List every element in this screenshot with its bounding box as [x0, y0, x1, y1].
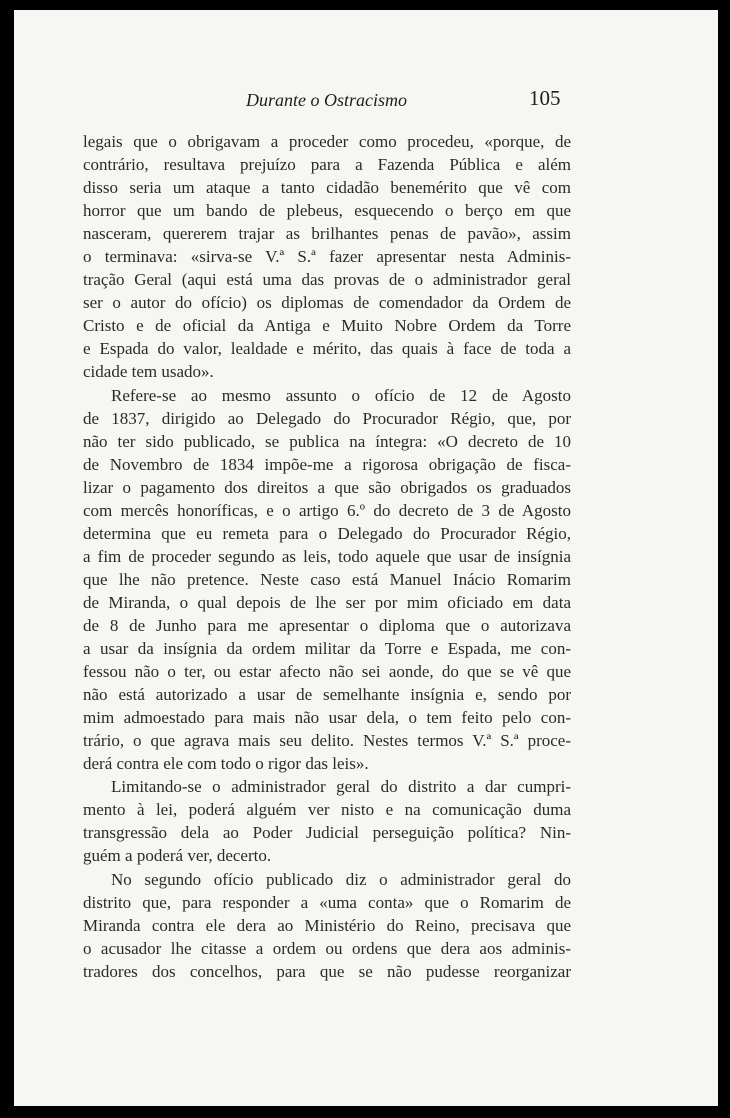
text-line: derá contra ele com todo o rigor das leis». — [83, 754, 369, 774]
book-page — [14, 10, 718, 1106]
text-line: de 8 de Junho para me apresentar o diploma que o autorizava — [83, 615, 571, 635]
text-line: ser o autor do ofício) os diplomas de comendador da Ordem de — [83, 293, 571, 313]
page-number: 105 — [529, 86, 561, 110]
text-line: mim admoestado para mais não usar dela, o tem feito pelo con- — [83, 708, 571, 728]
text-line: nasceram, quererem trajar as brilhantes penas de pavão», assim — [83, 224, 571, 244]
text-line: cidade tem usado». — [83, 362, 214, 382]
text-line: e Espada do valor, lealdade e mérito, das quais à face de toda a — [83, 339, 571, 359]
text-line: o acusador lhe citasse a ordem ou ordens que dera aos adminis- — [83, 938, 571, 958]
text-line: o terminava: «sirva-se V.ª S.ª fazer apresentar nesta Adminis- — [83, 247, 571, 267]
text-line: mento à lei, poderá alguém ver nisto e na comunicação duma — [83, 800, 571, 820]
text-line: tradores dos concelhos, para que se não pudesse reorganizar — [83, 961, 571, 981]
text-line: distrito que, para responder a «uma conta» que o Romarim de — [83, 892, 571, 912]
text-line: legais que o obrigavam a proceder como procedeu, «porque, de — [83, 132, 571, 151]
text-line: Limitando-se o administrador geral do distrito a dar cumpri- — [111, 777, 571, 797]
text-line: tração Geral (aqui está uma das provas de o administrador geral — [83, 270, 571, 290]
text-line: de Novembro de 1834 impõe-me a rigorosa obrigação de fisca- — [83, 454, 571, 474]
text-line: disso seria um ataque a tanto cidadão benemérito que vê com — [83, 178, 571, 198]
text-line: Refere-se ao mesmo assunto o ofício de 12 de Agosto — [111, 385, 571, 405]
text-line: horror que um bando de plebeus, esquecendo o berço em que — [83, 201, 571, 221]
running-title: Durante o Ostracismo — [246, 90, 407, 110]
text-line: não ter sido publicado, se publica na íntegra: «O decreto de 10 — [83, 431, 571, 451]
text-line: lizar o pagamento dos direitos a que são obrigados os graduados — [83, 477, 571, 497]
text-line: Miranda contra ele dera ao Ministério do Reino, precisava que — [83, 915, 571, 935]
text-line: trário, o que agrava mais seu delito. Nestes termos V.ª S.ª proce- — [83, 731, 571, 751]
text-line: transgressão dela ao Poder Judicial perseguição política? Nin- — [83, 823, 571, 843]
text-line: de 1837, dirigido ao Delegado do Procurador Régio, que, por — [83, 408, 571, 428]
text-line: guém a poderá ver, decerto. — [83, 846, 272, 866]
text-line: determina que eu remeta para o Delegado do Procurador Régio, — [83, 523, 571, 543]
text-line: que lhe não pretence. Neste caso está Manuel Inácio Romarim — [83, 569, 571, 589]
text-line: de Miranda, o qual depois de lhe ser por mim oficiado em data — [83, 592, 571, 612]
body-text — [83, 130, 571, 983]
text-line: a usar da insígnia da ordem militar da Torre e Espada, me con- — [83, 639, 571, 659]
text-line: não está autorizado a usar de semelhante insígnia e, sendo por — [83, 685, 571, 705]
text-line: Cristo e de oficial da Antiga e Muito Nobre Ordem da Torre — [83, 316, 571, 336]
text-line: fessou não o ter, ou estar afecto não sei aonde, do que se vê que — [83, 662, 571, 682]
text-line: a fim de proceder segundo as leis, todo aquele que usar de insígnia — [83, 546, 571, 566]
text-line: contrário, resultava prejuízo para a Fazenda Pública e além — [83, 155, 571, 175]
text-line: com mercês honoríficas, e o artigo 6.º do decreto de 3 de Agosto — [83, 500, 571, 520]
text-line: No segundo ofício publicado diz o administrador geral do — [111, 869, 571, 889]
